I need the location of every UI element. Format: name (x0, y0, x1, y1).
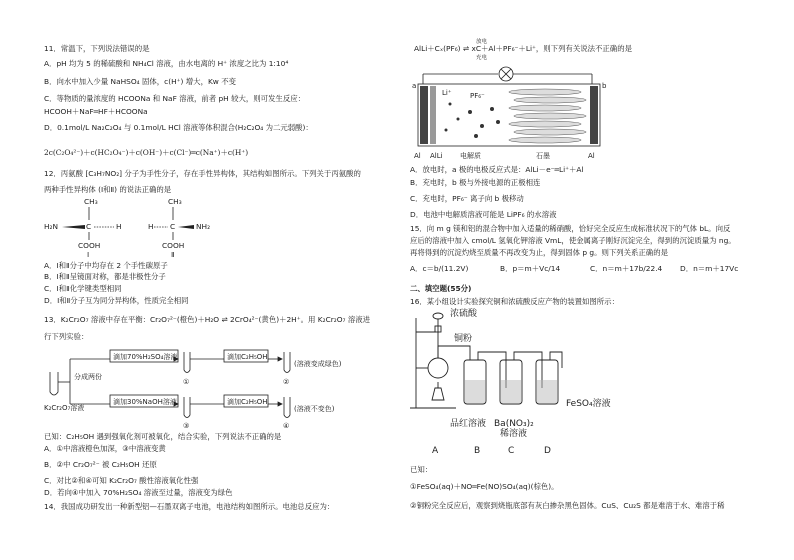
q11-option-c: C．等物质的量浓度的 HCOONa 和 NaF 溶液，前者 pH 较大，则可发生反应： (44, 94, 305, 103)
q12-option-a: A．Ⅰ和Ⅱ分子中均存在 2 个手性碳原子 (44, 261, 168, 270)
s1-num: Ⅰ (87, 250, 90, 259)
tube-1-num: ① (183, 378, 190, 386)
q12-stem: 12．丙氨酸 [C₃H₇NO₂] 分子为手性分子，存在手性异构体，其结构如图所示。下列关于丙氨酸的 (44, 169, 361, 178)
label-cu: 铜粉 (454, 334, 473, 344)
electrode-b-label: b (602, 82, 607, 90)
s2-bottom: COOH (162, 241, 185, 250)
q13-known: 已知：C₂H₅OH 遇到强氧化剂可被氧化，结合实验，下列说法不正确的是 (44, 432, 282, 441)
arrow-discharge: 放电 (476, 39, 488, 45)
apparatus-diagram (410, 308, 700, 458)
q11-option-b: B．向水中加入少量 NaHSO₄ 固体，c(H⁺) 增大，Kw 不变 (44, 77, 236, 86)
result-same: (溶液不变色) (294, 405, 335, 413)
label-pin: 品红溶液 (450, 419, 487, 429)
pf6-ion-label: PF₆⁻ (470, 92, 485, 100)
add-ethanol-1: 滴加C₂H₅OH (227, 353, 268, 361)
q12-option-b: B．Ⅰ和Ⅱ呈镜面对称，都是非极性分子 (44, 272, 166, 281)
q15-line-2: 应后的溶液中加入 cmol/L 氢氧化钾溶液 VmL，使金属离子刚好沉淀完全，得到的沉淀质量为 ng。 (410, 236, 736, 245)
foot-alli: AlLi (430, 152, 443, 160)
battery-diagram (410, 64, 610, 162)
add-base-label: 滴加30%NaOH溶液 (113, 398, 177, 406)
q14-option-c: C．充电时，PF₆⁻ 离子向 b 极移动 (410, 194, 524, 203)
left-column (44, 0, 400, 560)
q13-flow-diagram (44, 344, 342, 430)
foot-graphite: 石墨 (536, 152, 550, 160)
structure-ii (148, 197, 210, 259)
label-ba-2: 稀溶液 (500, 429, 528, 439)
s2-num: Ⅱ (171, 250, 175, 259)
s1-top: CH₃ (84, 197, 98, 206)
foot-al-2: Al (588, 152, 595, 160)
alli-electrode (430, 86, 436, 144)
arrow-charge: 充电 (476, 55, 488, 61)
structure-i (44, 197, 122, 259)
q13-option-a: A．①中溶液橙色加深，③中溶液变黄 (44, 444, 166, 453)
q11-option-d: D．0.1mol/L Na₂C₂O₄ 与 0.1mol/L HCl 溶液等体积混合(H₂C₂O₄ 为二元弱酸)： (44, 123, 313, 132)
al-electrode-b (590, 86, 598, 144)
q15-option-a: A．c＝b/(11.2V) (410, 264, 469, 273)
foot-al: Al (414, 152, 421, 160)
q14-option-a: A．放电时，a 极的电极反应式是：AlLi－e⁻═Li⁺＋Al (410, 165, 584, 174)
q13-stem-2: 行下列实验： (44, 332, 89, 341)
q14-option-d: D．电池中电解质溶液可能是 LiPF₆ 的水溶液 (410, 210, 557, 219)
q16-known: 已知： (410, 465, 433, 474)
s2-top: CH₃ (168, 197, 182, 206)
label-b: B (474, 446, 481, 456)
q12-option-d: D．Ⅰ和Ⅱ分子互为同分异构体，性质完全相同 (44, 296, 189, 305)
section-2-title: 二、填空题(55分) (410, 284, 472, 293)
tube-2-num: ② (283, 378, 290, 386)
s1-c: C (86, 222, 92, 231)
ions (445, 103, 501, 139)
right-column (410, 0, 760, 560)
label-c: C (508, 446, 515, 456)
q12-option-c: C．Ⅰ和Ⅱ化学键类型相同 (44, 284, 122, 293)
alanine-structures (44, 196, 214, 258)
q14-reaction-text: AlLi＋Cₓ(PF₆) ⇌ xC＋Al＋PF₆⁻＋Li⁺，则下列有关说法不正确的是 (414, 44, 632, 53)
al-electrode (420, 86, 428, 144)
foot-electrolyte: 电解质 (460, 152, 481, 160)
q15-option-d: D．n＝m＋17Vc (680, 264, 739, 273)
q16-known-1: ①FeSO₄(aq)＋NO═Fe(NO)SO₄(aq)(棕色)。 (410, 482, 559, 491)
split-label: 分成两份 (74, 373, 102, 381)
label-a: A (432, 446, 439, 456)
s2-c: C (170, 222, 176, 231)
q16-stem: 16．某小组设计实验探究铜和浓硫酸反应产物的装置如图所示： (410, 297, 619, 306)
tube-4-num: ④ (283, 422, 290, 430)
q13-option-b: B．②中 Cr₂O₇²⁻ 被 C₂H₅OH 还原 (44, 460, 157, 469)
add-acid-label: 滴加70%H₂SO₄溶液 (113, 353, 178, 361)
q15-option-b: B．p＝m＋Vc/14 (500, 264, 561, 273)
tube-3-num: ③ (183, 422, 190, 430)
q12-stem-2: 两种手性异构体 (Ⅰ和Ⅱ) 的说法正确的是 (44, 185, 172, 194)
s1-right: H (116, 222, 122, 231)
electrode-a-label: a (412, 82, 417, 90)
graphite-layers (509, 89, 586, 143)
q13-option-c: C．对比②和④可知 K₂Cr₂O₇ 酸性溶液氧化性强 (44, 476, 199, 485)
q11-option-c-eq: HCOOH＋NaF═HF＋HCOONa (44, 107, 148, 116)
q15-option-c: C．n＝m＋17b/22.4 (590, 264, 663, 273)
s2-right: NH₂ (196, 222, 211, 231)
q11-option-a: A．pH 均为 5 的稀硫酸和 NH₄Cl 溶液，由水电离的 H⁺ 浓度之比为 1:10⁴ (44, 59, 289, 68)
q11-stem: 11．常温下，下列说法错误的是 (44, 44, 150, 53)
q11-option-d-eq: 2c(C₂O₄²⁻)＋c(HC₂O₄⁻)＋c(OH⁻)＋c(Cl⁻)═c(Na⁺)＋c(H⁺) (44, 148, 249, 157)
label-d: D (544, 446, 551, 456)
label-ba-1: Ba(NO₃)₂ (494, 419, 534, 429)
add-ethanol-2: 滴加C₂H₅OH (227, 398, 268, 406)
label-feso4: FeSO₄溶液 (566, 399, 611, 409)
s1-bottom: COOH (78, 241, 101, 250)
q13-stem: 13．K₂Cr₂O₇ 溶液中存在平衡：Cr₂O₇²⁻(橙色)＋H₂O ⇌ 2CrO₄²⁻(黄色)＋2H⁺。用 K₂Cr₂O₇ 溶液进 (44, 315, 371, 324)
q15-line-1: 15．向 m g 镁和铝的混合物中加入适量的稀硝酸，恰好完全反应生成标准状况下的气体 bL。向反 (410, 224, 731, 233)
q15-line-3: 再将得到的沉淀灼烧至质量不再改变为止，得到固体 p g。则下列关系正确的是 (410, 248, 668, 257)
li-ion-label: Li⁺ (442, 89, 452, 97)
q13-option-d: D．若向④中加入 70%H₂SO₄ 溶液至过量，溶液变为绿色 (44, 488, 233, 497)
s1-left: H₂N (44, 222, 59, 231)
q16-known-2: ②铜粉完全反应后，观察到烧瓶底部有灰白掺杂黑色固体。CuS、Cu₂S 都是难溶于水、难溶于稀 (410, 501, 725, 510)
label-acid: 浓硫酸 (450, 309, 478, 319)
q14-stem: 14．我国成功研发出一种新型铝—石墨双离子电池，电池结构如图所示。电池总反应为： (44, 502, 335, 511)
q14-reaction (414, 45, 632, 54)
solution-label: K₂Cr₂O₇溶液 (44, 404, 85, 412)
s2-left: H (148, 222, 154, 231)
result-green: (溶液变成绿色) (294, 360, 342, 368)
q14-option-b: B．充电时，b 极与外接电源的正极相连 (410, 178, 541, 187)
